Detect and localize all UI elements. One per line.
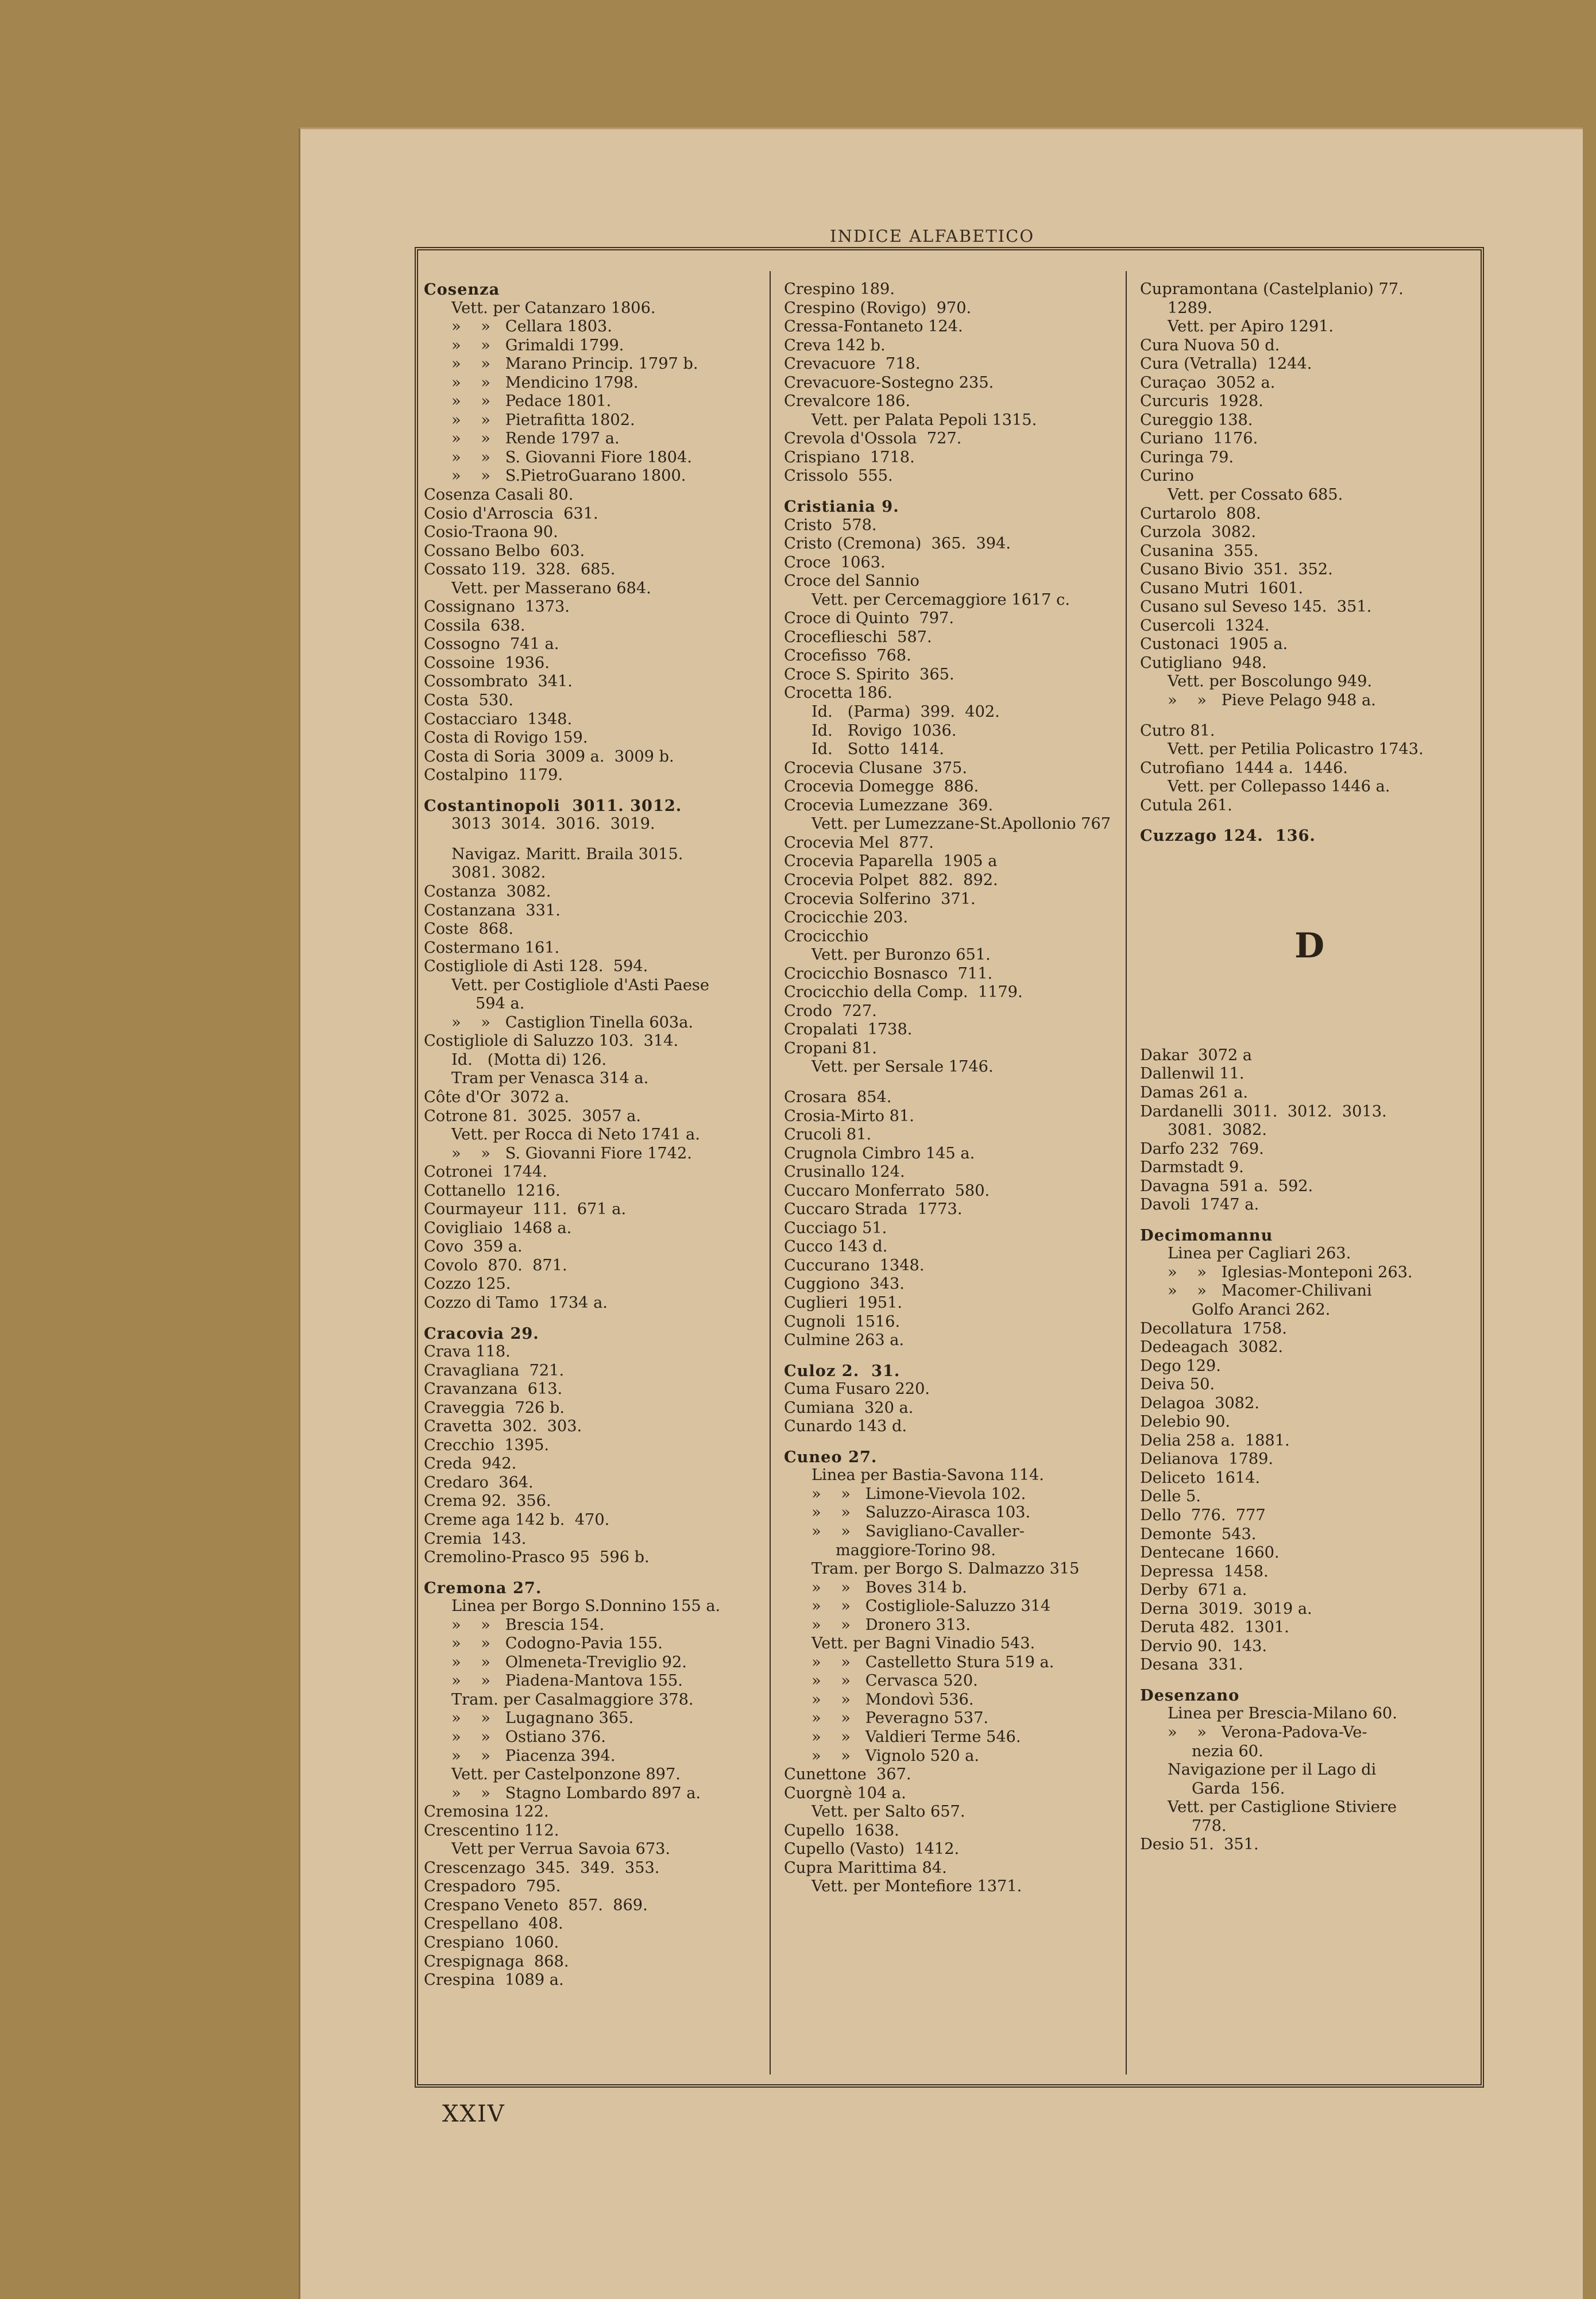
index-entry: Cutrofiano 1444 a. 1446. bbox=[1140, 759, 1348, 777]
index-entry: Crespano Veneto 857. 869. bbox=[424, 1896, 648, 1914]
index-entry: Dardanelli 3011. 3012. 3013. bbox=[1140, 1102, 1387, 1120]
index-entry-major: Cuneo 27. bbox=[784, 1447, 878, 1466]
index-entry: Cucco 143 d. bbox=[784, 1238, 888, 1256]
index-entry: Crocevia Polpet 882. 892. bbox=[784, 871, 998, 889]
index-entry: Golfo Aranci 262. bbox=[1192, 1300, 1331, 1319]
index-entry: Cuccaro Monferrato 580. bbox=[784, 1181, 990, 1200]
index-entry: Cottanello 1216. bbox=[424, 1181, 561, 1200]
index-entry: Navigazione per il Lago di bbox=[1168, 1761, 1377, 1779]
index-entry: Linea per Cagliari 263. bbox=[1168, 1245, 1351, 1263]
index-entry: Crocicchie 203. bbox=[784, 909, 909, 927]
index-entry: » » Codogno-Pavia 155. bbox=[451, 1635, 663, 1653]
index-entry: Delle 5. bbox=[1140, 1487, 1201, 1506]
index-entry: » » Limone-Vievola 102. bbox=[811, 1485, 1026, 1503]
index-entry: Cropani 81. bbox=[784, 1039, 877, 1057]
index-entry: Tram per Venasca 314 a. bbox=[451, 1069, 649, 1088]
index-entry: Dakar 3072 a bbox=[1140, 1046, 1253, 1064]
column-middle bbox=[784, 280, 1129, 1896]
spacer bbox=[784, 1436, 1129, 1448]
index-entry: » » Brescia 154. bbox=[451, 1616, 605, 1634]
index-entry: Delia 258 a. 1881. bbox=[1140, 1431, 1290, 1450]
index-entry: Côte d'Or 3072 a. bbox=[424, 1088, 569, 1106]
index-entry: » » Boves 314 b. bbox=[811, 1578, 967, 1597]
index-entry: Crosia-Mirto 81. bbox=[784, 1107, 914, 1125]
index-entry: Vett. per Castiglione Stiviere bbox=[1168, 1798, 1397, 1817]
index-entry: Costa di Soria 3009 a. 3009 b. bbox=[424, 747, 674, 766]
index-entry: Creda 942. bbox=[424, 1455, 517, 1473]
index-entry: Cuma Fusaro 220. bbox=[784, 1380, 930, 1398]
index-entry: Custonaci 1905 a. bbox=[1140, 635, 1288, 654]
index-entry: Croce S. Spirito 365. bbox=[784, 665, 954, 683]
index-entry: Cotrone 81. 3025. 3057 a. bbox=[424, 1107, 642, 1125]
index-entry: » » S.PietroGuarano 1800. bbox=[451, 467, 686, 485]
index-entry: Cutula 261. bbox=[1140, 796, 1232, 814]
index-entry: Crescenzago 345. 349. 353. bbox=[424, 1858, 660, 1877]
index-entry: Crespina 1089 a. bbox=[424, 1971, 564, 1989]
index-entry: Linea per Bastia-Savona 114. bbox=[811, 1466, 1044, 1485]
index-entry: Crespiano 1060. bbox=[424, 1934, 559, 1952]
index-entry: nezia 60. bbox=[1192, 1742, 1263, 1760]
index-entry: Cossogno 741 a. bbox=[424, 635, 559, 654]
index-entry: Curcuris 1928. bbox=[1140, 392, 1263, 411]
index-entry: Crocevia Mel 877. bbox=[784, 833, 934, 852]
index-entry: Cupra Marittima 84. bbox=[784, 1858, 947, 1877]
index-entry: » » Stagno Lombardo 897 a. bbox=[451, 1784, 701, 1802]
index-entry: Crecchio 1395. bbox=[424, 1436, 550, 1454]
index-entry: Cossato 119. 328. 685. bbox=[424, 561, 616, 579]
index-entry: Curzola 3082. bbox=[1140, 523, 1257, 542]
index-entry: Crespadoro 795. bbox=[424, 1877, 561, 1896]
index-entry: Crissolo 555. bbox=[784, 467, 893, 485]
spacer bbox=[1140, 845, 1479, 926]
index-entry: Curinga 79. bbox=[1140, 448, 1234, 466]
index-entry: Crosara 854. bbox=[784, 1088, 892, 1106]
index-entry: Cossano Belbo 603. bbox=[424, 542, 585, 560]
index-entry: Cremosina 122. bbox=[424, 1803, 549, 1821]
index-entry: Dego 129. bbox=[1140, 1357, 1221, 1375]
index-entry: Vett. per Rocca di Neto 1741 a. bbox=[451, 1126, 700, 1144]
index-entry: Crevola d'Ossola 727. bbox=[784, 430, 962, 448]
index-entry: Cuggiono 343. bbox=[784, 1275, 905, 1293]
index-entry: Desana 331. bbox=[1140, 1656, 1243, 1674]
index-entry-major: Cremona 27. bbox=[424, 1578, 542, 1597]
index-entry: Crocevia Domegge 886. bbox=[784, 778, 979, 796]
index-entry: Crespignaga 868. bbox=[424, 1952, 569, 1970]
index-entry: Crugnola Cimbro 145 a. bbox=[784, 1144, 975, 1162]
index-entry: » » Piacenza 394. bbox=[451, 1747, 616, 1765]
index-entry: » » Grimaldi 1799. bbox=[451, 336, 624, 354]
index-entry: » » Dronero 313. bbox=[811, 1616, 971, 1634]
index-entry: Covo 359 a. bbox=[424, 1238, 523, 1256]
index-entry: Deliceto 1614. bbox=[1140, 1469, 1261, 1487]
index-entry: Cunardo 143 d. bbox=[784, 1417, 907, 1436]
index-entry: » » Valdieri Terme 546. bbox=[811, 1728, 1021, 1747]
index-entry: Dedeagach 3082. bbox=[1140, 1338, 1284, 1357]
index-entry: Linea per Borgo S.Donnino 155 a. bbox=[451, 1597, 721, 1616]
index-entry: Vett. per Bagni Vinadio 543. bbox=[811, 1635, 1035, 1653]
index-entry: Crespellano 408. bbox=[424, 1915, 563, 1933]
index-entry: Cutigliano 948. bbox=[1140, 654, 1267, 672]
index-entry: Damas 261 a. bbox=[1140, 1083, 1248, 1102]
spacer bbox=[424, 1313, 768, 1324]
index-entry: Crocicchio della Comp. 1179. bbox=[784, 983, 1023, 1002]
index-entry: Vett. per Collepasso 1446 a. bbox=[1168, 778, 1390, 796]
index-entry: » » Pieve Pelago 948 a. bbox=[1168, 691, 1376, 710]
index-entry: Decollatura 1758. bbox=[1140, 1319, 1287, 1338]
index-entry: maggiore-Torino 98. bbox=[836, 1541, 996, 1559]
index-entry: Vett per Verrua Savoia 673. bbox=[451, 1840, 671, 1858]
index-entry: Vett. per Petilia Policastro 1743. bbox=[1168, 740, 1424, 759]
index-entry: » » Cervasca 520. bbox=[811, 1672, 978, 1690]
index-entry: » » Marano Princip. 1797 b. bbox=[451, 355, 698, 373]
index-entry: Cuglieri 1951. bbox=[784, 1293, 903, 1312]
index-entry: Depressa 1458. bbox=[1140, 1562, 1269, 1581]
index-entry: Cosio-Traona 90. bbox=[424, 523, 558, 542]
index-entry: Garda 156. bbox=[1192, 1779, 1285, 1798]
index-entry: Curaçao 3052 a. bbox=[1140, 373, 1276, 392]
index-entry: Cusanina 355. bbox=[1140, 542, 1259, 560]
index-entry: » » S. Giovanni Fiore 1804. bbox=[451, 448, 692, 466]
index-entry: » » Saluzzo-Airasca 103. bbox=[811, 1504, 1031, 1522]
index-entry: » » Ostiano 376. bbox=[451, 1728, 606, 1747]
index-entry: Cropalati 1738. bbox=[784, 1021, 913, 1039]
index-entry: Derna 3019. 3019 a. bbox=[1140, 1599, 1312, 1618]
index-entry: Dentecane 1660. bbox=[1140, 1544, 1280, 1562]
index-entry: Cremia 143. bbox=[424, 1529, 527, 1548]
index-entry: Cozzo 125. bbox=[424, 1275, 511, 1293]
section-letter-heading: D bbox=[1294, 925, 1325, 966]
index-entry: Id. (Motta di) 126. bbox=[451, 1050, 607, 1069]
index-entry: Crodo 727. bbox=[784, 1002, 877, 1020]
index-entry: Cossoine 1936. bbox=[424, 654, 550, 672]
index-entry-major: Costantinopoli 3011. 3012. bbox=[424, 796, 682, 815]
index-entry: » » Verona-Padova-Ve- bbox=[1168, 1724, 1367, 1741]
index-entry: Cucciago 51. bbox=[784, 1219, 887, 1237]
index-entry: Dervio 90. 143. bbox=[1140, 1637, 1267, 1655]
index-entry: Cristo (Cremona) 365. 394. bbox=[784, 535, 1011, 553]
index-entry: Cressa-Fontaneto 124. bbox=[784, 318, 963, 336]
index-entry: » » Peveragno 537. bbox=[811, 1709, 989, 1728]
index-entry-major: Cosenza bbox=[424, 280, 500, 299]
index-entry: Curiano 1176. bbox=[1140, 430, 1258, 448]
index-entry: » » Mondovì 536. bbox=[811, 1690, 974, 1709]
index-entry: Cozzo di Tamo 1734 a. bbox=[424, 1293, 608, 1312]
index-entry: Crocicchio bbox=[784, 927, 869, 945]
index-entry: Cosenza Casali 80. bbox=[424, 486, 574, 504]
index-entry-major: Cristiania 9. bbox=[784, 497, 899, 516]
index-entry: Cristo 578. bbox=[784, 516, 877, 534]
index-entry: Costermano 161. bbox=[424, 938, 560, 957]
spacer bbox=[1140, 1675, 1479, 1686]
index-entry: Vett. per Cossato 685. bbox=[1168, 486, 1343, 504]
spacer bbox=[424, 834, 768, 845]
index-entry: Croce 1063. bbox=[784, 553, 886, 571]
index-entry: » » Cellara 1803. bbox=[451, 318, 612, 336]
index-entry: Cugnoli 1516. bbox=[784, 1312, 901, 1331]
index-entry: Delianova 1789. bbox=[1140, 1450, 1274, 1469]
index-entry: Crocevia Lumezzane 369. bbox=[784, 796, 994, 814]
spacer bbox=[1140, 815, 1479, 826]
index-entry: » » Costigliole-Saluzzo 314 bbox=[811, 1597, 1051, 1616]
index-entry: Credaro 364. bbox=[424, 1473, 534, 1492]
index-entry-major: Cracovia 29. bbox=[424, 1324, 539, 1343]
index-entry: Creme aga 142 b. 470. bbox=[424, 1511, 610, 1529]
index-entry: Crocicchio Bosnasco 711. bbox=[784, 964, 993, 983]
index-entry: Vett. per Castelponzone 897. bbox=[451, 1765, 681, 1784]
index-entry: Crevacuore-Sostegno 235. bbox=[784, 373, 994, 392]
index-entry: Cotronei 1744. bbox=[424, 1163, 547, 1181]
index-entry: Culmine 263 a. bbox=[784, 1331, 905, 1350]
index-entry: Vett. per Boscolungo 949. bbox=[1168, 673, 1373, 691]
index-entry: Dallenwil 11. bbox=[1140, 1065, 1245, 1083]
index-entry: Tram. per Casalmaggiore 378. bbox=[451, 1690, 694, 1709]
index-entry: Crocevia Solferino 371. bbox=[784, 890, 976, 908]
index-entry: Deiva 50. bbox=[1140, 1375, 1215, 1394]
index-entry: Cupello 1638. bbox=[784, 1821, 899, 1840]
index-entry: Delebio 90. bbox=[1140, 1413, 1231, 1431]
index-entry: Crocefisso 768. bbox=[784, 647, 911, 665]
index-entry: 1289. bbox=[1168, 299, 1212, 317]
index-entry: » » Castelletto Stura 519 a. bbox=[811, 1653, 1054, 1671]
spacer bbox=[424, 1567, 768, 1579]
index-entry: Cravagliana 721. bbox=[424, 1361, 565, 1380]
column-left bbox=[424, 280, 768, 1990]
page-number: XXIV bbox=[442, 2101, 505, 2127]
index-entry: Crocevia Clusane 375. bbox=[784, 759, 967, 777]
index-entry: » » Savigliano-Cavaller- bbox=[811, 1523, 1025, 1540]
index-entry: Id. Sotto 1414. bbox=[811, 740, 945, 759]
index-entry: Darfo 232 769. bbox=[1140, 1139, 1264, 1158]
index-entry: » » Iglesias-Monteponi 263. bbox=[1168, 1263, 1413, 1281]
index-entry: Crispiano 1718. bbox=[784, 448, 915, 466]
index-entry: Deruta 482. 1301. bbox=[1140, 1618, 1289, 1637]
index-entry: Crocetta 186. bbox=[784, 684, 892, 702]
index-entry: Curtarolo 808. bbox=[1140, 504, 1261, 523]
index-entry: Vett. per Cercemaggiore 1617 c. bbox=[811, 590, 1070, 609]
index-entry-major: Culoz 2. 31. bbox=[784, 1361, 901, 1380]
index-entry: 3081. 3082. bbox=[1168, 1121, 1267, 1139]
index-entry: Croce di Quinto 797. bbox=[784, 609, 954, 628]
index-entry: Cureggio 138. bbox=[1140, 411, 1253, 429]
index-entry: Vett. per Montefiore 1371. bbox=[811, 1877, 1022, 1896]
index-entry: » » Lugagnano 365. bbox=[451, 1709, 634, 1728]
index-entry: Cravetta 302. 303. bbox=[424, 1417, 582, 1436]
index-entry: Cuccurano 1348. bbox=[784, 1256, 925, 1274]
spacer bbox=[1140, 966, 1479, 1046]
index-entry: Costalpino 1179. bbox=[424, 766, 563, 785]
index-entry: Cura Nuova 50 d. bbox=[1140, 336, 1280, 354]
index-entry: Curino bbox=[1140, 467, 1194, 485]
index-entry: » » Olmeneta-Treviglio 92. bbox=[451, 1653, 687, 1671]
index-entry: Cupello (Vasto) 1412. bbox=[784, 1840, 960, 1858]
index-entry: Cossignano 1373. bbox=[424, 598, 570, 616]
index-entry: Crespino 189. bbox=[784, 280, 895, 298]
index-entry: Cusano Bivio 351. 352. bbox=[1140, 561, 1333, 579]
index-entry: Crucoli 81. bbox=[784, 1126, 872, 1144]
index-entry-major: Decimomannu bbox=[1140, 1226, 1273, 1245]
index-entry: Linea per Brescia-Milano 60. bbox=[1168, 1705, 1397, 1723]
index-entry: 3081. 3082. bbox=[451, 864, 546, 882]
index-entry: » » Vignolo 520 a. bbox=[811, 1747, 979, 1765]
index-entry: Crescentino 112. bbox=[424, 1821, 559, 1840]
index-entry: Cusercoli 1324. bbox=[1140, 616, 1270, 635]
index-entry: Cusano Mutri 1601. bbox=[1140, 579, 1304, 597]
index-entry: » » Mendicino 1798. bbox=[451, 373, 639, 392]
index-entry-major: Cuzzago 124. 136. bbox=[1140, 826, 1316, 845]
index-entry: Crema 92. 356. bbox=[424, 1492, 551, 1510]
index-entry: Costanza 3082. bbox=[424, 882, 551, 901]
index-entry: » » Piadena-Mantova 155. bbox=[451, 1672, 683, 1690]
index-entry: Delagoa 3082. bbox=[1140, 1394, 1259, 1412]
index-entry: » » Pedace 1801. bbox=[451, 392, 612, 411]
index-entry: Coste 868. bbox=[424, 920, 513, 938]
index-entry: Vett. per Sersale 1746. bbox=[811, 1058, 994, 1076]
index-entry: Vett. per Costigliole d'Asti Paese bbox=[451, 976, 709, 994]
index-entry: Derby 671 a. bbox=[1140, 1581, 1247, 1599]
index-entry: Vett. per Lumezzane-St.Apollonio 767 bbox=[811, 815, 1111, 833]
index-entry: Cuccaro Strada 1773. bbox=[784, 1200, 963, 1219]
index-entry: Crespino (Rovigo) 970. bbox=[784, 299, 972, 317]
index-entry: Id. Rovigo 1036. bbox=[811, 721, 957, 740]
index-entry: » » Pietrafitta 1802. bbox=[451, 411, 635, 429]
index-entry: Vett. per Masserano 684. bbox=[451, 579, 651, 597]
index-entry: Costigliole di Saluzzo 103. 314. bbox=[424, 1032, 679, 1050]
index-entry: 3013 3014. 3016. 3019. bbox=[451, 815, 655, 833]
index-entry: Cossila 638. bbox=[424, 616, 525, 635]
index-entry: Id. (Parma) 399. 402. bbox=[811, 703, 1000, 721]
index-entry: Covigliaio 1468 a. bbox=[424, 1219, 572, 1237]
index-entry: 594 a. bbox=[476, 995, 525, 1013]
column-divider bbox=[770, 271, 771, 2074]
column-right bbox=[1140, 280, 1479, 1854]
index-entry: Desio 51. 351. bbox=[1140, 1836, 1259, 1854]
index-entry: Cutro 81. bbox=[1140, 721, 1215, 740]
index-entry: Demonte 543. bbox=[1140, 1525, 1257, 1543]
index-entry: Cunettone 367. bbox=[784, 1765, 911, 1784]
index-entry: Cremolino-Prasco 95 596 b. bbox=[424, 1548, 650, 1567]
index-entry: Cura (Vetralla) 1244. bbox=[1140, 355, 1312, 373]
index-entry: Vett. per Palata Pepoli 1315. bbox=[811, 411, 1037, 429]
index-entry: Dello 776. 777 bbox=[1140, 1506, 1266, 1524]
index-entry: Cumiana 320 a. bbox=[784, 1398, 914, 1417]
index-entry: Cravanzana 613. bbox=[424, 1380, 563, 1398]
index-entry: » » Macomer-Chilivani bbox=[1168, 1282, 1372, 1300]
index-entry: Creva 142 b. bbox=[784, 336, 886, 354]
index-entry: Vett. per Catanzaro 1806. bbox=[451, 299, 656, 317]
index-entry: Vett. per Apiro 1291. bbox=[1168, 318, 1334, 336]
index-entry: Costanzana 331. bbox=[424, 901, 561, 919]
index-entry: Croce del Sannio bbox=[784, 572, 919, 590]
index-entry: Vett. per Buronzo 651. bbox=[811, 946, 991, 964]
index-entry: 778. bbox=[1192, 1817, 1227, 1835]
index-entry: » » Castiglion Tinella 603a. bbox=[451, 1013, 694, 1031]
index-entry: Crocevia Paparella 1905 a bbox=[784, 852, 998, 871]
index-entry: Croceflieschi 587. bbox=[784, 628, 932, 646]
index-entry: Vett. per Salto 657. bbox=[811, 1803, 965, 1821]
index-entry: Darmstadt 9. bbox=[1140, 1158, 1244, 1177]
index-entry: Crevalcore 186. bbox=[784, 392, 911, 411]
index-entry: Cuorgnè 104 a. bbox=[784, 1784, 906, 1802]
index-entry: Costa 530. bbox=[424, 691, 514, 710]
index-entry: Costa di Rovigo 159. bbox=[424, 729, 588, 747]
index-entry: Cupramontana (Castelplanio) 77. bbox=[1140, 280, 1404, 298]
index-entry: Crevacuore 718. bbox=[784, 355, 921, 373]
index-entry: Courmayeur 111. 671 a. bbox=[424, 1200, 627, 1219]
index-entry: Cusano sul Seveso 145. 351. bbox=[1140, 598, 1372, 616]
index-entry: Davoli 1747 a. bbox=[1140, 1196, 1259, 1214]
index-entry: » » Rende 1797 a. bbox=[451, 430, 620, 448]
index-entry: Davagna 591 a. 592. bbox=[1140, 1177, 1313, 1195]
index-entry: Costacciaro 1348. bbox=[424, 710, 573, 728]
index-entry: Crava 118. bbox=[424, 1343, 511, 1361]
index-entry: Cosio d'Arroscia 631. bbox=[424, 504, 598, 523]
spacer bbox=[784, 486, 1129, 497]
spacer bbox=[784, 1077, 1129, 1088]
index-entry-major: Desenzano bbox=[1140, 1686, 1240, 1705]
page-header: INDICE ALFABETICO bbox=[830, 226, 1035, 246]
index-entry: Crusinallo 124. bbox=[784, 1163, 905, 1181]
index-entry: Navigaz. Maritt. Braila 3015. bbox=[451, 845, 683, 863]
index-entry: Craveggia 726 b. bbox=[424, 1398, 565, 1417]
spacer bbox=[784, 1350, 1129, 1362]
spacer bbox=[1140, 1215, 1479, 1226]
index-entry: Covolo 870. 871. bbox=[424, 1256, 567, 1274]
index-entry: Tram. per Borgo S. Dalmazzo 315 bbox=[811, 1560, 1080, 1578]
spacer bbox=[1140, 710, 1479, 722]
index-entry: Cossombrato 341. bbox=[424, 673, 573, 691]
index-entry: » » S. Giovanni Fiore 1742. bbox=[451, 1144, 692, 1162]
spacer bbox=[424, 785, 768, 797]
index-entry: Costigliole di Asti 128. 594. bbox=[424, 957, 648, 976]
